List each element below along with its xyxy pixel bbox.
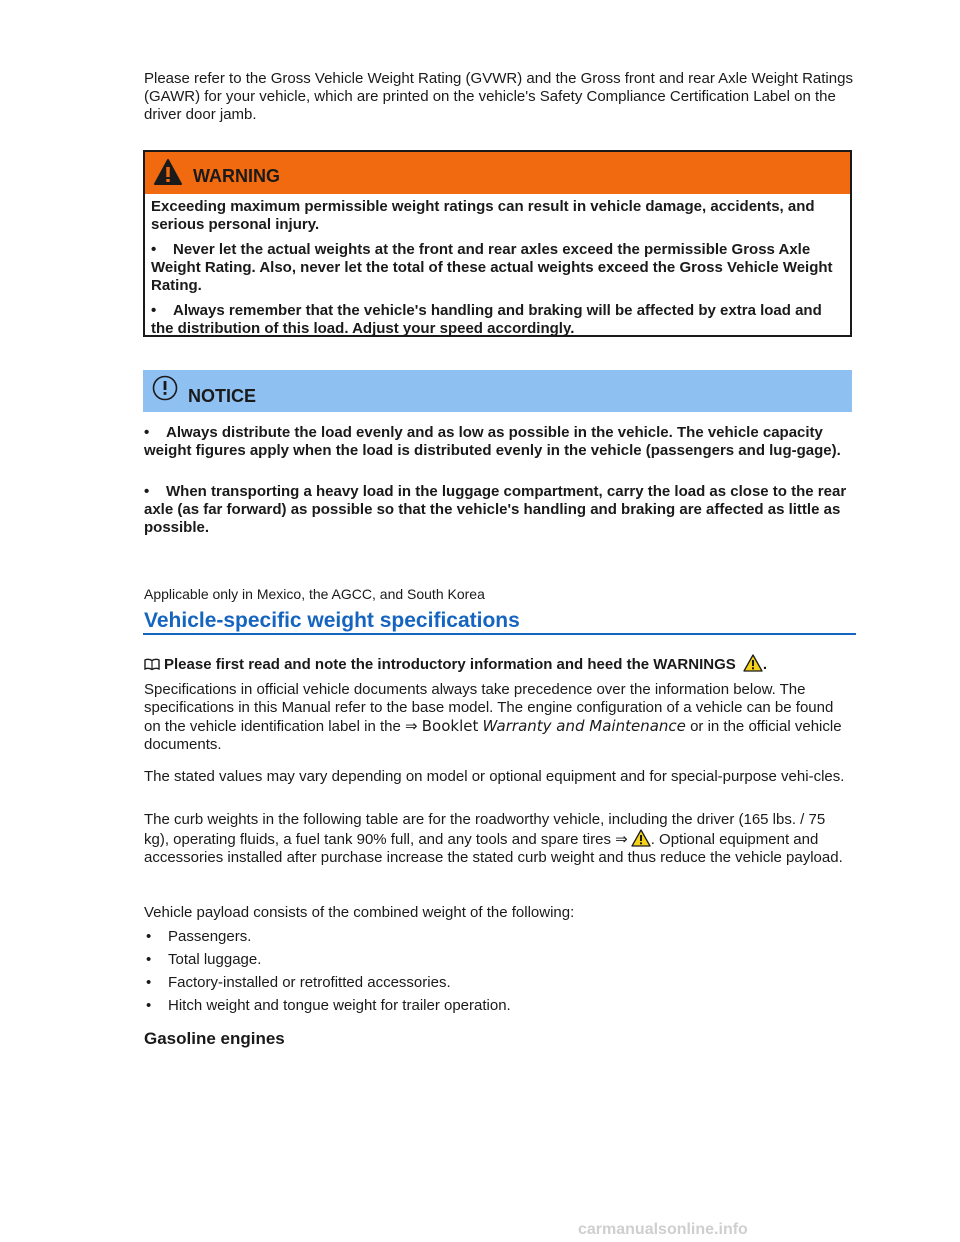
notice-item	[144, 424, 856, 460]
bullet-icon: •	[144, 483, 150, 500]
warning-item-text: Never let the actual weights at the front and rear axles exceed the permissible Gross Axle Weight Rating. Also, never let the total of these actual weights exceed the Gross Vehicle Weight Rating.	[151, 241, 833, 294]
watermark-footer: carmanualsonline.info	[578, 1221, 748, 1238]
warning-item	[151, 241, 845, 295]
gvwr-paragraph: Please refer to the Gross Vehicle Weight Rating (GVWR) and the Gross front and rear Axle Weight Ratings (GAWR) for your vehicle, which are printed on the vehicle's Safety Compliance Certification Label on the driver door jamb.	[144, 70, 853, 123]
values-paragraph: The stated values may vary depending on model or optional equipment and for special-purpose vehi-cles.	[144, 768, 845, 785]
bullet-icon: •	[146, 997, 152, 1014]
warning-body	[151, 198, 845, 345]
warning-header	[145, 152, 850, 194]
read-first-note	[144, 654, 767, 674]
warning-title: WARNING	[193, 166, 280, 186]
specs-paragraph	[144, 681, 854, 754]
payload-item	[144, 997, 844, 1015]
payload-item	[144, 951, 844, 969]
notice-item-text: Always distribute the load evenly and as low as possible in the vehicle. The vehicle capacity weight figures apply when the load is distributed evenly in the vehicle (passengers and lug-gage).	[144, 424, 841, 459]
payload-paragraph: Vehicle payload consists of the combined weight of the following:	[144, 904, 575, 921]
notice-title: NOTICE	[188, 386, 257, 406]
warning-item	[151, 302, 845, 338]
warning-box	[143, 150, 852, 337]
specs-text: Specifications in official vehicle documents always take precedence over the information below. The specifications in this Manual refer to the base model. The engine configuration of a vehicle can be found on the vehicle identification label in the	[144, 681, 834, 735]
bullet-icon: •	[151, 241, 157, 258]
warranty-booklet-link[interactable]: Warranty and Maintenance	[482, 717, 686, 735]
reference-arrow-icon: ⇒	[615, 830, 628, 848]
reference-arrow-icon: ⇒	[405, 717, 418, 735]
warning-triangle-icon[interactable]	[631, 829, 651, 847]
payload-item-text: Passengers.	[168, 928, 252, 945]
payload-item-text: Hitch weight and tongue weight for trailer operation.	[168, 997, 511, 1014]
applicability-note: Applicable only in Mexico, the AGCC, and South Korea	[144, 586, 485, 602]
bullet-icon: •	[151, 302, 157, 319]
payload-item	[144, 974, 844, 992]
payload-item-text: Factory-installed or retrofitted accessories.	[168, 974, 451, 991]
payload-item-text: Total luggage.	[168, 951, 262, 968]
warning-triangle-icon	[153, 158, 183, 186]
section-title: Vehicle-specific weight specifications	[144, 609, 520, 632]
exclamation-circle-icon	[151, 374, 179, 402]
bullet-icon: •	[144, 424, 150, 441]
section-title-rule	[143, 633, 856, 635]
notice-item	[144, 483, 856, 537]
payload-item	[144, 928, 844, 946]
curb-weight-paragraph	[144, 811, 854, 867]
gasoline-engines-heading: Gasoline engines	[144, 1029, 285, 1048]
bullet-icon: •	[146, 974, 152, 991]
bullet-icon: •	[146, 951, 152, 968]
book-icon	[144, 657, 160, 671]
specs-text-end: or in the official vehicle documents.	[144, 718, 842, 753]
notice-item-text: When transporting a heavy load in the luggage compartment, carry the load as close to the rear axle (as far forward) as possible so that the vehicle's handling and braking are affected as little as possible.	[144, 483, 847, 536]
warning-triangle-icon[interactable]	[743, 654, 763, 672]
warning-item-text: Always remember that the vehicle's handling and braking will be affected by extra load and the distribution of this load. Adjust your speed accordingly.	[151, 302, 822, 337]
warning-lead: Exceeding maximum permissible weight ratings can result in vehicle damage, accidents, and serious personal injury.	[151, 198, 815, 233]
bullet-icon: •	[146, 928, 152, 945]
booklet-ref[interactable]: Booklet	[421, 717, 479, 735]
read-first-period: .	[762, 656, 768, 673]
notice-header	[143, 370, 852, 412]
read-first-text: Please first read and note the introductory information and heed the WARNINGS	[164, 656, 736, 673]
curb-weight-text: The curb weights in the following table are for the roadworthy vehicle, including the driver (165 lbs. / 75 kg), operating fluids, a fuel tank 90% full, and any tools and spare tires	[144, 811, 826, 848]
curb-weight-text-end: . Optional equipment and accessories installed after purchase increase the stated curb weight and thus reduce the vehicle payload.	[144, 831, 843, 866]
